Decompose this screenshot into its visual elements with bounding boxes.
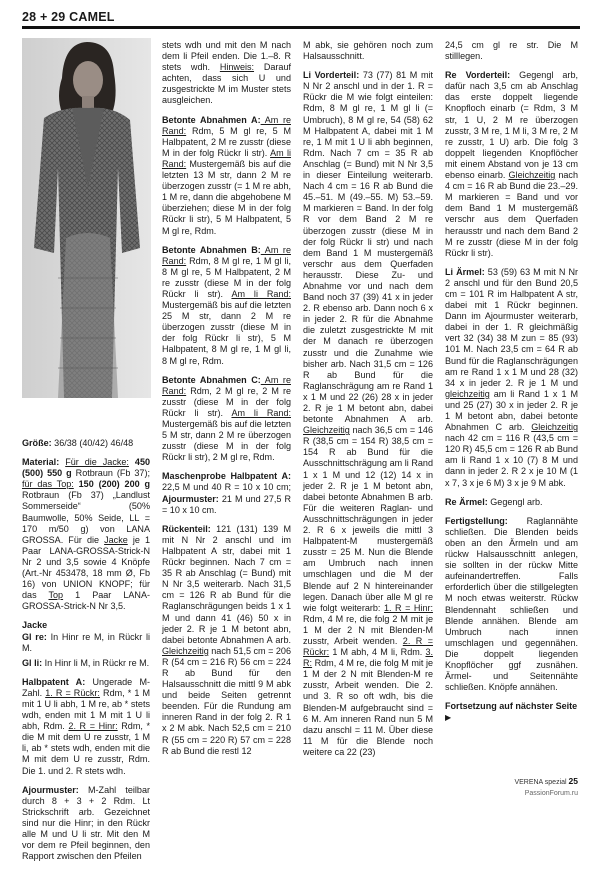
abnahmen-c-text1: Rdm, 2 M gl re, 2 M re zusstr (diese M in der folg Rückr li str).	[162, 385, 291, 418]
abnahmen-c-text2: Mustergemäß bis auf die letzten 5 M str, dann 2 M re überzogen zusstr (diese M in der folg Rückr li str), 2 M gl re, Rdm.	[162, 419, 291, 463]
abnahmen-c-label: Betonte Abnahmen C:	[162, 374, 261, 385]
halbpatent-label: Halbpatent A:	[22, 676, 86, 687]
page-header	[22, 10, 580, 29]
rueckenteil	[162, 524, 291, 757]
li-vorderteil-label: Li Vorderteil:	[303, 70, 360, 81]
material-jacke2-label: Jacke	[104, 534, 128, 545]
column-4	[445, 40, 578, 731]
maschenprobe-text: 22,5 M und 40 R = 10 x 10 cm;	[162, 482, 291, 493]
material-jacke-text: Rotbraun (Fb 37);	[71, 468, 150, 479]
li-vorderteil-r1: 1. R = Hinr:	[383, 602, 433, 613]
magazine-name: VERENA spezial	[514, 779, 567, 786]
maschenprobe-label: Maschenprobe Halbpatent A:	[162, 471, 291, 482]
fertigstellung	[445, 516, 578, 694]
li-vorderteil-text3: Rdm, 4 M re, die folg 2 M mit je 1 M der 2 N mit Blenden-M zusstr, Arbeit wenden.	[303, 613, 433, 646]
gl-li-label: Gl li:	[22, 657, 43, 668]
abnahmen-b-text2: Mustergemäß bis auf die letzten 25 M str, dann 2 M re überzogen zusstr (diese M in der folg Rückr li str), 5 M Halbpatent, 8 M gl re, 1 M gl li, 8 M gl re, Rdm.	[162, 300, 291, 366]
c2-intro-rest: Darauf achten, dass sich U und zusgestrickte M im Muster stets ausgleichen.	[162, 62, 291, 106]
re-vorderteil-gleichzeitig: Gleichzeitig	[508, 170, 556, 181]
abnahmen-c-li-rand: Am li Rand:	[231, 407, 291, 418]
li-vorderteil-text1: 73 (77) 81 M mit N Nr 2 anschl und in der 1. R = Rückr die M wie folgt einteilen: Rdm, 8 M gl re, 1 M gl li (= Umbruch), 8 M gl re, 54 (58) 62 M Halbpatent A, dabei mit 1 M re, 1 M mit 1 U li abh beginnen, Rdm. Nach 7 cm = 35 R ab Anschlag (= Bund) mit N Nr 3,5 in dieser Einteilung weiterarb. Nach 4 cm = 16 R ab Bund die 45.–51. M (49.–55. M) 53.–59. M markieren = Band. In der folg R vor dem Band 2 M re überzogen zusstr (diese M in der folg Rückr li str) und nach dem Band 1 M mustergemäß verschr aus dem Querfaden herausstr. Diese Zu- und Abnahme vor und nach dem Band noch 37 (39) 41 x in jeder 2. R ebenso arb. Dann noch 6 x in jeder 2. R für die Abnahme die zuletzt zusgestrickte M mit der M danach re überzogen zusstr und die Zunahme wie bisher arb. Nach 31,5 cm = 126 R ab Bund für die Raglanschrägung am re Rand 1 x 1 M und 22 (26) 28 x in jeder 2. R je 1 M betont abn, dabei betonte Abnahmen A arb.	[303, 70, 433, 425]
column-2	[162, 40, 291, 765]
abnahmen-a-re-rand: Am re Rand:	[162, 114, 291, 136]
page-footer	[514, 776, 578, 786]
material-top-label: für das Top:	[22, 479, 74, 490]
material-jacke2-text: je 1 Paar LANA-GROSSA-Strick-N Nr 2 und 3,5 sowie 4 Knöpfe (Art.-Nr 453478, 18 mm Ø, Fb 16) von UNION KNOPF; für das	[22, 534, 150, 601]
ajour-label: Ajourmuster:	[22, 784, 79, 795]
fertigstellung-label: Fertigstellung:	[445, 515, 508, 526]
gl-re-text: In Hinr re M, in Rückr li M.	[22, 631, 150, 653]
li-vorderteil-text4: 1 M abh, 4 M li, Rdm.	[329, 647, 426, 658]
column-3	[303, 40, 433, 766]
c3-intro: M abk, sie gehören noch zum Halsausschnitt.	[303, 40, 433, 62]
li-aermel-gleichzeitig2: Gleichzeitig	[531, 422, 578, 433]
li-vorderteil	[303, 70, 433, 758]
fortsetzung-label: Fortsetzung auf nächster Seite	[445, 701, 578, 712]
li-aermel-text2: am li Rand 1 x 1 M und 25 (27) 30 x in jeder 2. R je 1 M betont abn, dabei betonte Abnahmen C arb.	[445, 388, 578, 433]
abnahmen-b-re-rand: Am re Rand:	[162, 244, 291, 266]
re-vorderteil-text2: nach 4 cm = 16 R ab Bund die 23.–29. M markieren = Band und vor dem Band 1 M mustergemäß verschr aus dem Querfaden herausstr und nach dem Band 2 M re zusstr (diese M in der folg Rückr li str).	[445, 170, 578, 258]
re-vorderteil-label: Re Vorderteil:	[445, 70, 511, 81]
ajour-paragraph	[22, 785, 150, 863]
abnahmen-b-label: Betonte Abnahmen B:	[162, 244, 261, 255]
abnahmen-b	[162, 245, 291, 367]
li-aermel-text3: nach 42 cm = 116 R (43,5 cm = 120 R) 45,5 cm = 126 R ab Bund am li Rand 1 x 10 (7) 8 M und dann in jeder 2. R 2 x je 10 M (1 x 7, 3 x je 6 M) 3 x je 9 M abk.	[445, 433, 578, 488]
li-vorderteil-text5: Rdm, 4 M re, die folg M mit je 1 M der 2 N mit Blenden-M re zusstr, Arbeit wenden. Die 2. und 3. R so oft wdh, bis die Blenden-M aufgebraucht sind = 6 M. Am inneren Rand nun 5 M dazu anschl = 11 M. Über diese 11 M für die Blende noch weitere ca 22 (23)	[303, 658, 433, 757]
abnahmen-a-text1: Rdm, 5 M gl re, 5 M Halbpatent, 2 M re zusstr (diese M in der folg Rückr li str).	[162, 125, 291, 158]
rueckenteil-label: Rückenteil:	[162, 523, 211, 534]
gl-li-text: In Hinr li M, in Rückr re M.	[42, 657, 150, 668]
maschenprobe	[162, 471, 291, 515]
halbpatent-text3: Rdm, * die M mit dem U re zusstr, 1 M li, ab * stets wdh, enden mit die M mit dem U re zusstr, Rdm. Die 1. und 2. R stets wdh.	[22, 721, 150, 776]
material-top-amount: 150 (200) 200 g	[73, 479, 151, 490]
re-aermel-text: Gegengl arb.	[487, 496, 543, 507]
material-top-text: Rotbraun (Fb 37) „Landlust Sommerseide“ (50% Baumwolle, 50% Seide, LL = 170 m/50 g) von LANA GROSSA. Für die	[22, 490, 150, 545]
jacke-heading: Jacke	[22, 620, 48, 631]
model-photo-image	[22, 38, 151, 398]
abnahmen-a-text2: Mustergemäß bis auf die letzten 13 M str, dann 2 M re überzogen zusstr (= 1 M re abh, 1 M re, dann die abgehobene M überziehen; diese M in der folg Rückr li str), 5 M Halbpatent, 5 M gl re, Rdm.	[162, 158, 291, 236]
abnahmen-a-li-rand: Am li Rand:	[162, 147, 291, 169]
fortsetzung	[445, 701, 578, 723]
c2-intro-text: stets wdh und mit den M nach dem li Pfeil enden. Die 1.–8. R stets wdh.	[162, 40, 291, 73]
gl-li-paragraph	[22, 658, 150, 669]
hinweis-label: Hinweis:	[219, 62, 255, 73]
fertigstellung-text: Raglannähte schließen. Die Blenden beids oben an den Ärmeln und am rückw Halsausschnitt anlegen, sie sollten in der rückw Mitte aufeinandertreffen. Falls erforderlich über die stillgelegten M noch etwas weiterstr. Rückw Blendennaht schließen und Blende annähen. Blende am Umbruch nach innen umschlagen und gegennähen. Die doppelt liegenden Knopflöcher ggf zusnähen. Ärmel- und Seitennähte schließen. Knöpfe annähen.	[445, 515, 578, 693]
rueckenteil-text2: nach 51,5 cm = 206 R (54 cm = 216 R) 56 cm = 224 R ab Bund für den Halsausschnitt die mittl 9 M abk und beide Seiten getrennt beenden. Für die Rundung am inneren Rand in der folg 2. R 1 x 2 M abk. Nach 52,5 cm = 210 R (55 cm = 220 R) 57 cm = 228 R ab Bund die restl 12	[162, 645, 291, 756]
page-title: 28 + 29 CAMEL	[22, 10, 115, 24]
li-vorderteil-gleichzeitig: Gleichzeitig	[303, 425, 350, 436]
li-vorderteil-r2: 2. R = Rückr:	[303, 635, 434, 658]
li-aermel-gleichzeitig: gleichzeitig	[445, 388, 490, 399]
abnahmen-c-re-rand: Am re Rand:	[162, 374, 291, 396]
li-vorderteil-r3: 3. R:	[303, 647, 433, 669]
watermark: PassionForum.ru	[524, 790, 578, 797]
abnahmen-b-text1: Rdm, 8 M gl re, 1 M gl li, 8 M gl re, 5 M Halbpatent, 2 M re zusstr (diese M in der folg Rückr li str).	[162, 255, 291, 299]
li-aermel-label: Li Ärmel:	[445, 266, 485, 277]
model-photo	[22, 38, 151, 431]
c2-intro	[162, 40, 291, 107]
re-vorderteil-text1: Gegengl arb, dafür nach 3,5 cm ab Anschlag das erste doppelt liegende Knopfloch einarb (= Rdm, 3 M str, 1 U, 2 M re überzogen zusstr, 3 M re, 1 M li, 3 M re, 2 M re zusstr, 1 U) arb. Die folg 3 doppelt liegenden Knopflöcher mit einem Abstand von je 13 cm ebenso einarb.	[445, 70, 578, 181]
halbpatent-text1: Ungerade M-Zahl.	[22, 676, 150, 698]
maschenprobe-ajour-text: 21 M und 27,5 R = 10 x 10 cm.	[162, 493, 291, 515]
re-aermel-label: Re Ärmel:	[445, 496, 488, 507]
material-jacke-amount: 450 (500) 550 g	[22, 457, 151, 479]
material-top2-label: Top	[48, 590, 64, 601]
li-aermel-text1: 53 (59) 63 M mit N Nr 2 anschl und für den Bund 20,5 cm = 101 R im Halbpatent A str, dabei mit 1 Rückr beginnen. Dann im Ajourmuster weiterarb, dabei in der 1. R gleichmäßig vert 32 (34) 38 M zun = 85 (93) 101 M. Nach 23,5 cm = 64 R ab Bund für die Raglanschrägungen am re Rand 1 x 1 M und 28 (32) 34 x in jeder 2. R je 1 M und	[445, 266, 578, 388]
li-aermel	[445, 267, 578, 489]
page-number: 25	[568, 776, 578, 786]
abnahmen-a	[162, 115, 291, 237]
material-paragraph	[22, 457, 150, 612]
c4-intro: 24,5 cm gl re str. Die M stilllegen.	[445, 40, 578, 62]
abnahmen-c	[162, 375, 291, 464]
abnahmen-a-label: Betonte Abnahmen A:	[162, 114, 261, 125]
size-label: Größe:	[22, 438, 52, 448]
rueckenteil-gleichzeitig: Gleichzeitig	[162, 645, 209, 656]
halbpatent-r2: 2. R = Hinr:	[68, 721, 118, 732]
ajour-text: M-Zahl teilbar durch 8 + 3 + 2 Rdm. Lt Strickschrift arb. Gezeichnet sind nur die Hinr; in den Rückr alle M und U li str. Mit den M vor dem re Pfeil beginnen, den Rapport zwischen den Pfeilen	[22, 784, 150, 862]
halbpatent-r1: 1. R = Rückr:	[45, 687, 100, 698]
gl-re-label: Gl re:	[22, 631, 47, 642]
halbpatent-text2: Rdm, * 1 M mit 1 U li abh, 1 M re, ab * stets wdh, enden mit 1 M mit 1 U li abh, Rdm.	[22, 687, 150, 732]
maschenprobe-ajour-label: Ajourmuster:	[162, 493, 219, 504]
re-aermel	[445, 497, 578, 508]
re-vorderteil	[445, 70, 578, 259]
li-vorderteil-text2: nach 36,5 cm = 146 R (38,5 cm = 154 R) 38,5 cm = 154 R ab Bund für die Ausschnittschrägung am li Rand 1 x 1 M und 12 (12) 14 x in jeder 2. R je 1 M betont abn, dabei betonte Abnahmen B arb. Für die weiteren Raglan- und Ausschnittschrägungen in jeder 2. R 6 x jeweils die mittl 3 Halbpatent-M mustergemäß zusstr = 25 M. Nun die Blende am Umbruch nach innen umschlagen und die M der Blende auf 2 N hintereinander legen. Danach über alle M gl re wie folgt weiterarb:	[303, 425, 433, 613]
size-value: 36/38 (40/42) 46/48	[51, 438, 134, 448]
material-label: Material:	[22, 457, 60, 468]
size-paragraph	[22, 438, 150, 449]
arrow-right-icon: ▶	[445, 713, 452, 723]
material-top2-text: 1 Paar LANA-GROSSA-Strick-N Nr 3,5.	[22, 590, 151, 612]
jacke-section	[22, 620, 150, 653]
material-jacke-label: Für die Jacke:	[65, 457, 129, 468]
halbpatent-paragraph	[22, 677, 150, 777]
abnahmen-b-li-rand: Am li Rand:	[231, 288, 291, 299]
rueckenteil-text1: 121 (131) 139 M mit N Nr 2 anschl und im Halbpatent A str, dabei mit 1 Rückr beginnen. Nach 7 cm = 35 R ab Anschlag (= Bund) mit N Nr 3,5 weiterarb. Nach 31,5 cm = 126 R ab Bund für die Raglanschrägungen beids 1 x 1 M und dann 41 (46) 50 x in jeder 2. R je 1 M betont abn, dabei betonte Abnahmen A arb.	[162, 523, 291, 645]
